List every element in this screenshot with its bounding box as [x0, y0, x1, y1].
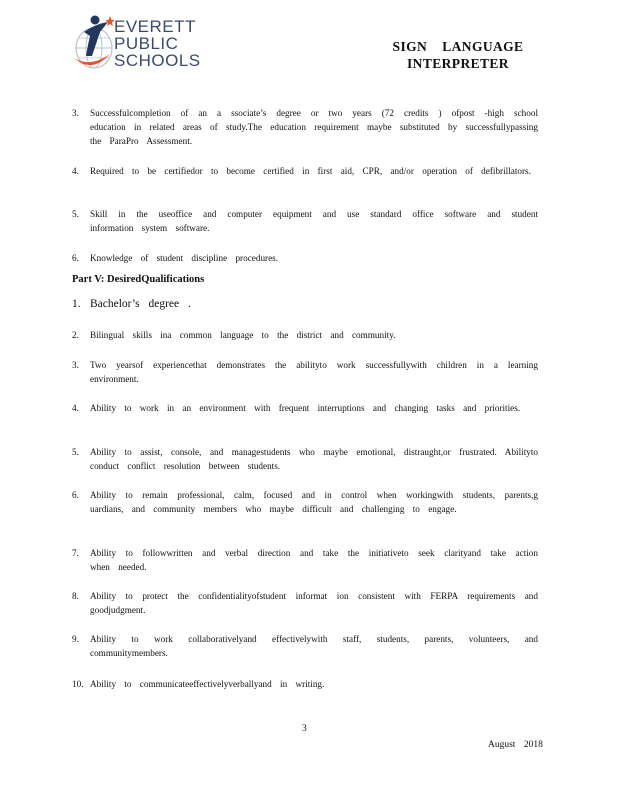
list-item	[72, 546, 538, 574]
item-number: 4.	[72, 403, 79, 413]
list-item	[72, 401, 538, 415]
item-text: Bachelor’s degree .	[90, 298, 191, 310]
list-item	[72, 164, 538, 178]
item-text: Ability to work in an environment with frequent interruptions and changing tasks and priorities.	[90, 403, 521, 413]
item-number: 6.	[72, 253, 79, 263]
list-item	[72, 589, 538, 617]
item-number: 6.	[72, 490, 79, 500]
item-text: Bilingual skills ina common language to the district and community.	[90, 330, 396, 340]
list-item	[72, 677, 538, 691]
item-text: Successfulcompletion of an a ssociate’s degree or two years (72 credits ) ofpost -high school education in related areas of study.The education requirement maybe substituted by successfullypassing the ParaPro Assessment.	[90, 108, 538, 146]
item-number: 9.	[72, 634, 79, 644]
item-number: 1.	[72, 298, 81, 310]
page-number: 3	[302, 724, 307, 734]
district-logo	[70, 10, 240, 80]
logo-line-public: PUBLIC	[114, 34, 179, 53]
logo-line-everett: EVERETT	[114, 17, 196, 36]
item-number: 5.	[72, 447, 79, 457]
item-number: 4.	[72, 166, 79, 176]
item-text: Ability to work collaborativelyand effectivelywith staff, students, parents, volunteers, and communitymembers.	[90, 634, 538, 658]
item-number: 7.	[72, 548, 79, 558]
revision-date: August 2018	[488, 740, 543, 750]
title-line-2: INTERPRETER	[407, 56, 509, 71]
item-number: 10.	[72, 679, 84, 689]
title-line-1: SIGN LANGUAGE	[392, 39, 524, 54]
item-number: 2.	[72, 330, 79, 340]
item-text: Ability to communicateeffectivelyverballyand in writing.	[90, 679, 325, 689]
list-item	[72, 251, 538, 265]
section-heading: Part V: DesiredQualifications	[72, 274, 205, 285]
list-item	[72, 207, 538, 235]
list-item	[72, 328, 538, 342]
list-item	[72, 488, 538, 516]
item-text: Ability to assist, console, and managestudents who maybe emotional, distraught,or frustrated. Abilityto conduct conflict resolution between students.	[90, 447, 538, 471]
item-text: Ability to remain professional, calm, focused and in control when workingwith students, parents,g uardians, and community members who maybe difficult and challenging to engage.	[90, 490, 538, 514]
item-text: Two yearsof experiencethat demonstrates the abilityto work successfullywith children in a learning environment.	[90, 360, 538, 384]
logo-line-schools: SCHOOLS	[114, 51, 201, 70]
list-item	[72, 445, 538, 473]
item-text: Ability to followwritten and verbal direction and take the initiativeto seek clarityand take action when needed.	[90, 548, 538, 572]
item-number: 8.	[72, 591, 79, 601]
item-text: Required to be certifiedor to become certified in first aid, CPR, and/or operation of defibrillators.	[90, 166, 531, 176]
list-item	[72, 632, 538, 660]
item-number: 3.	[72, 108, 79, 118]
document-title	[388, 38, 528, 72]
list-item	[72, 297, 538, 311]
item-number: 5.	[72, 209, 79, 219]
list-item	[72, 106, 538, 148]
item-number: 3.	[72, 360, 79, 370]
item-text: Knowledge of student discipline procedures.	[90, 253, 279, 263]
item-text: Skill in the useoffice and computer equipment and use standard office software and student information system software.	[90, 209, 538, 233]
item-text: Ability to protect the confidentialityofstudent informat ion consistent with FERPA requirements and goodjudgment.	[90, 591, 538, 615]
globe-figure-icon	[70, 10, 114, 80]
list-item	[72, 358, 538, 386]
